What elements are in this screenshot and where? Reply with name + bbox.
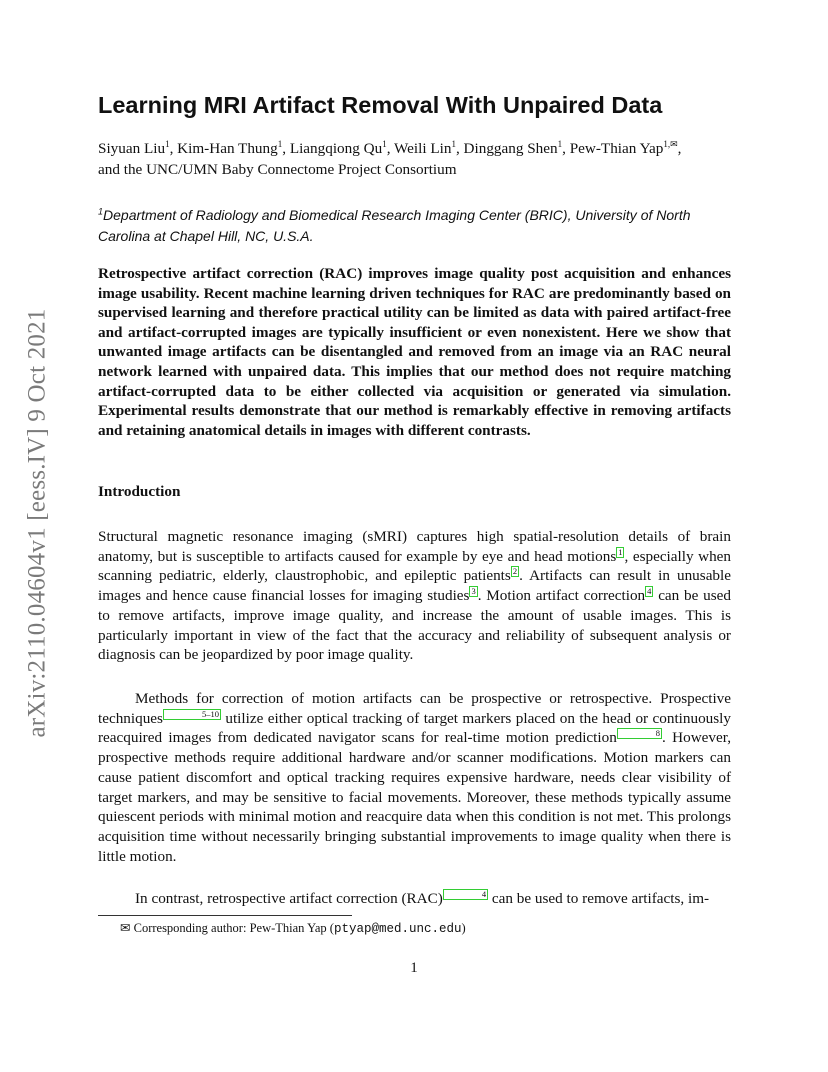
- consortium-name: and the UNC/UMN Baby Connectome Project Consortium: [98, 161, 457, 178]
- author-affiliation-mark: 1: [277, 138, 283, 149]
- paragraph-text: . However, prospective methods require additional hardware and/or scanner modifications. Motion markers can cause patient discomfort and optical tracking requires expensive hardware, needs clear visibility of target markers, and may be sensitive to facial movements. Moreover, these methods typically assume quiescent periods with minimal motion and reacquire data when this condition is not met. This prolongs acquisition time without necessarily bringing substantial improvements to image quality when there is little motion.: [98, 729, 731, 865]
- author-separator: ,: [169, 140, 178, 157]
- affiliation-text: Department of Radiology and Biomedical Research Imaging Center (BRIC), University of North Carolina at Chapel Hill, NC, U.S.A.: [98, 207, 691, 244]
- citation-link[interactable]: 8: [617, 728, 662, 739]
- paragraph-text: . Motion artifact correction: [477, 587, 646, 605]
- page-number: 1: [410, 960, 418, 976]
- author-separator: ,: [386, 140, 395, 157]
- author-affiliation-mark: 1: [557, 138, 563, 149]
- footnote: [120, 920, 466, 936]
- paper-title: Learning MRI Artifact Removal With Unpaired Data: [98, 92, 663, 118]
- paragraph-text: can be used to remove artifacts, improve image quality, and increase the amount of usable images. This is particularly important in view of the fact that the accuracy and reliability of subsequent analysis or diagnosis can be jeopardized by poor image quality.: [98, 587, 732, 664]
- footnote-divider: [98, 915, 352, 916]
- author-list: [98, 138, 738, 180]
- author-affiliation-mark: 1: [382, 138, 387, 149]
- author-affiliation-mark: 1: [165, 138, 170, 149]
- citation-link[interactable]: 3: [471, 586, 476, 597]
- author-separator: ,: [282, 140, 290, 157]
- intro-paragraph-1: [98, 527, 731, 665]
- author-separator: ,: [455, 140, 464, 157]
- author-name: Siyuan Liu: [98, 140, 166, 157]
- author-name: Weili Lin: [394, 140, 452, 157]
- affiliation-mark: 1: [98, 206, 104, 217]
- author-separator: ,: [562, 140, 570, 157]
- author-name: Kim-Han Thung: [177, 140, 278, 157]
- arxiv-identifier: arXiv:2110.04604v1 [eess.IV] 9 Oct 2021: [24, 308, 51, 738]
- paragraph-text: In contrast, retrospective artifact correction (RAC): [135, 890, 443, 908]
- paragraph-text: utilize either optical tracking of target markers placed on the head or continuously reacquired images from dedicated navigator scans for real-time motion prediction: [98, 709, 731, 747]
- intro-paragraph-2: [98, 689, 731, 866]
- author-name: Dinggang Shen: [463, 140, 558, 157]
- footnote-text-close: ): [461, 921, 466, 935]
- paragraph-text: Methods for correction of motion artifacts can be prospective or retrospective. Prospective techniques: [98, 690, 731, 727]
- author-affiliation-mark: 1: [451, 138, 456, 149]
- author-separator: ,: [677, 140, 682, 157]
- arxiv-stamp: [18, 283, 58, 763]
- abstract: Retrospective artifact correction (RAC) improves image quality post acquisition and enhances image usability. Recent machine learning driven techniques for RAC are predominantly based on supervised learning and therefore practical utility can be limited as data with paired artifact-free and artifact-corrupted images are typically insufficient or even nonexistent. Here we show that unwanted image artifacts can be disentangled and removed from an image via an RAC neural network learned with unpaired data. This implies that our method does not require matching artifact-corrupted data to be either collected via acquisition or generated via simulation. Experimental results demonstrate that our method is remarkably effective in removing artifacts and retaining anatomical details in images with different contrasts.: [98, 265, 731, 439]
- citation-link[interactable]: 2: [512, 566, 518, 577]
- paragraph-text: . Artifacts can result in unusable images and hence cause financial losses for imaging studies: [98, 567, 731, 605]
- paragraph-text: , especially when scanning pediatric, elderly, claustrophobic, and epileptic patients: [98, 547, 731, 585]
- email-link[interactable]: ptyap@med.unc.edu: [333, 922, 462, 936]
- paragraph-text: can be used to remove artifacts, im-: [488, 890, 710, 908]
- citation-link[interactable]: 4: [443, 889, 488, 900]
- corresponding-author-mark: 1,✉: [663, 138, 678, 149]
- citation-link[interactable]: 5–10: [163, 709, 221, 720]
- paragraph-text: Structural magnetic resonance imaging (sMRI) captures high spatial-resolution details of brain anatomy, but is susceptible to artifacts caused for example by eye and head motions: [98, 528, 731, 565]
- intro-paragraph-3: [98, 889, 731, 909]
- citation-link[interactable]: 1: [618, 546, 623, 557]
- footnote-text: Corresponding author: Pew-Thian Yap (: [133, 921, 334, 935]
- affiliation: [98, 205, 738, 247]
- envelope-icon: ✉: [120, 921, 131, 935]
- author-name: Liangqiong Qu: [289, 140, 383, 157]
- author-name: Pew-Thian Yap: [569, 140, 664, 157]
- citation-link[interactable]: 4: [647, 586, 652, 597]
- section-heading-introduction: Introduction: [98, 483, 181, 500]
